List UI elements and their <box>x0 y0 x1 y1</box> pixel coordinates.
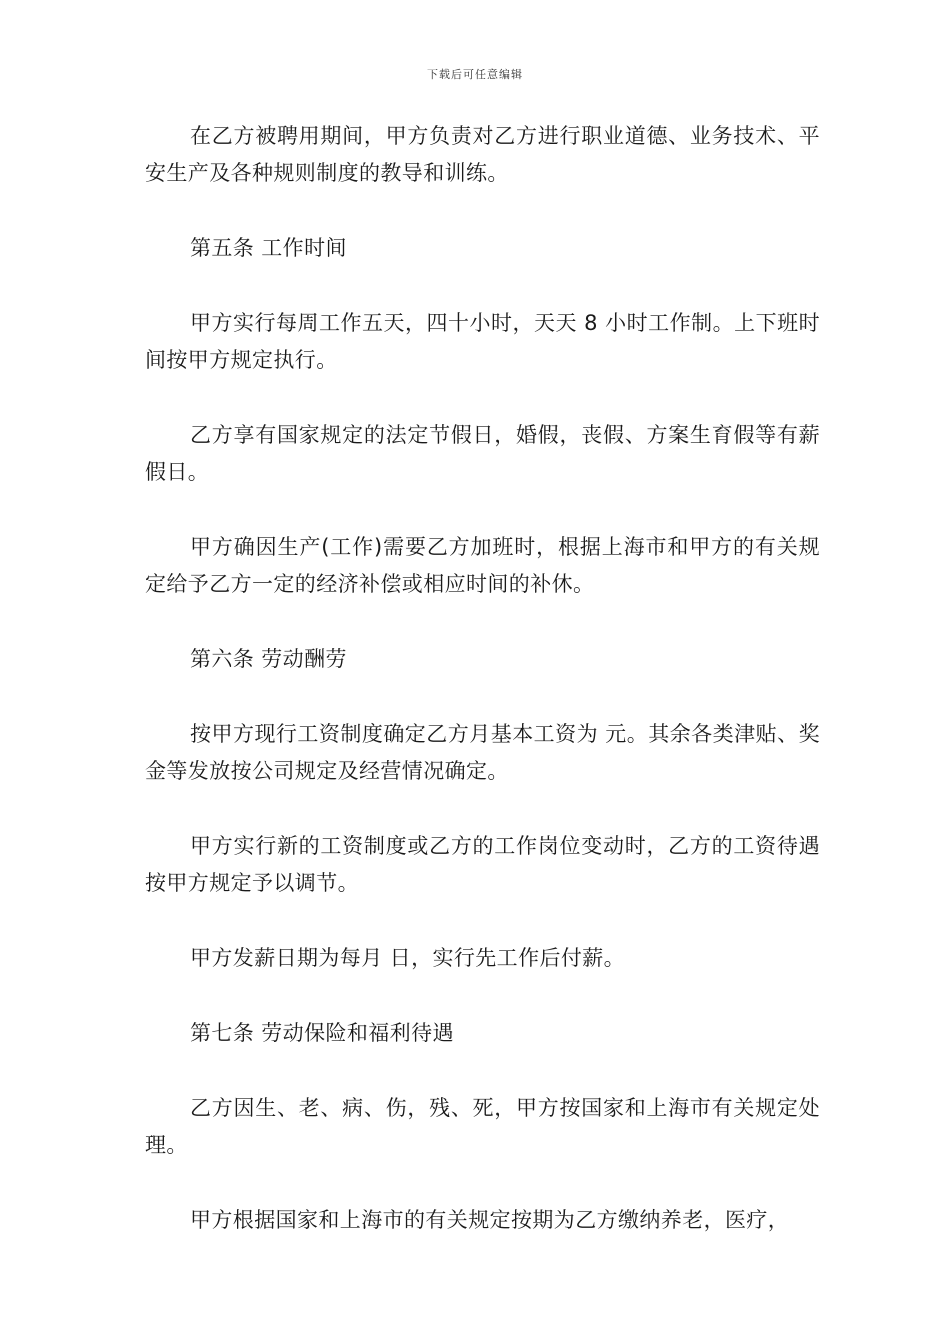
paragraph-overtime: 甲方确因生产(工作)需要乙方加班时，根据上海市和甲方的有关规定给予乙方一定的经济补偿或相应时间的补休。 <box>145 535 820 596</box>
paragraph-salary-adjustment: 甲方实行新的工资制度或乙方的工作岗位变动时，乙方的工资待遇按甲方规定予以调节。 <box>145 834 820 895</box>
page-header-note: 下载后可任意编辑 <box>427 68 523 81</box>
paragraph-illness-handling: 乙方因生、老、病、伤，残、死，甲方按国家和上海市有关规定处理。 <box>145 1096 820 1157</box>
section-heading-remuneration: 第六条 劳动酬劳 <box>190 647 347 671</box>
paragraph-social-insurance: 甲方根据国家和上海市的有关规定按期为乙方缴纳养老，医疗， <box>190 1208 790 1232</box>
section-heading-work-hours: 第五条 工作时间 <box>190 236 347 260</box>
paragraph-training: 在乙方被聘用期间，甲方负责对乙方进行职业道德、业务技术、平安生产及各种规则制度的教导和训练。 <box>145 124 820 185</box>
paragraph-base-salary: 按甲方现行工资制度确定乙方月基本工资为 元。其余各类津贴、奖金等发放按公司规定及经营情况确定。 <box>145 722 820 783</box>
section-heading-insurance: 第七条 劳动保险和福利待遇 <box>190 1021 454 1045</box>
document-body <box>145 118 820 1277</box>
paragraph-work-schedule: 甲方实行每周工作五天，四十小时，天天 8 小时工作制。上下班时间按甲方规定执行。 <box>145 311 820 372</box>
paragraph-payday: 甲方发薪日期为每月 日，实行先工作后付薪。 <box>190 946 626 970</box>
paragraph-holidays: 乙方享有国家规定的法定节假日，婚假，丧假、方案生育假等有薪假日。 <box>145 423 820 484</box>
